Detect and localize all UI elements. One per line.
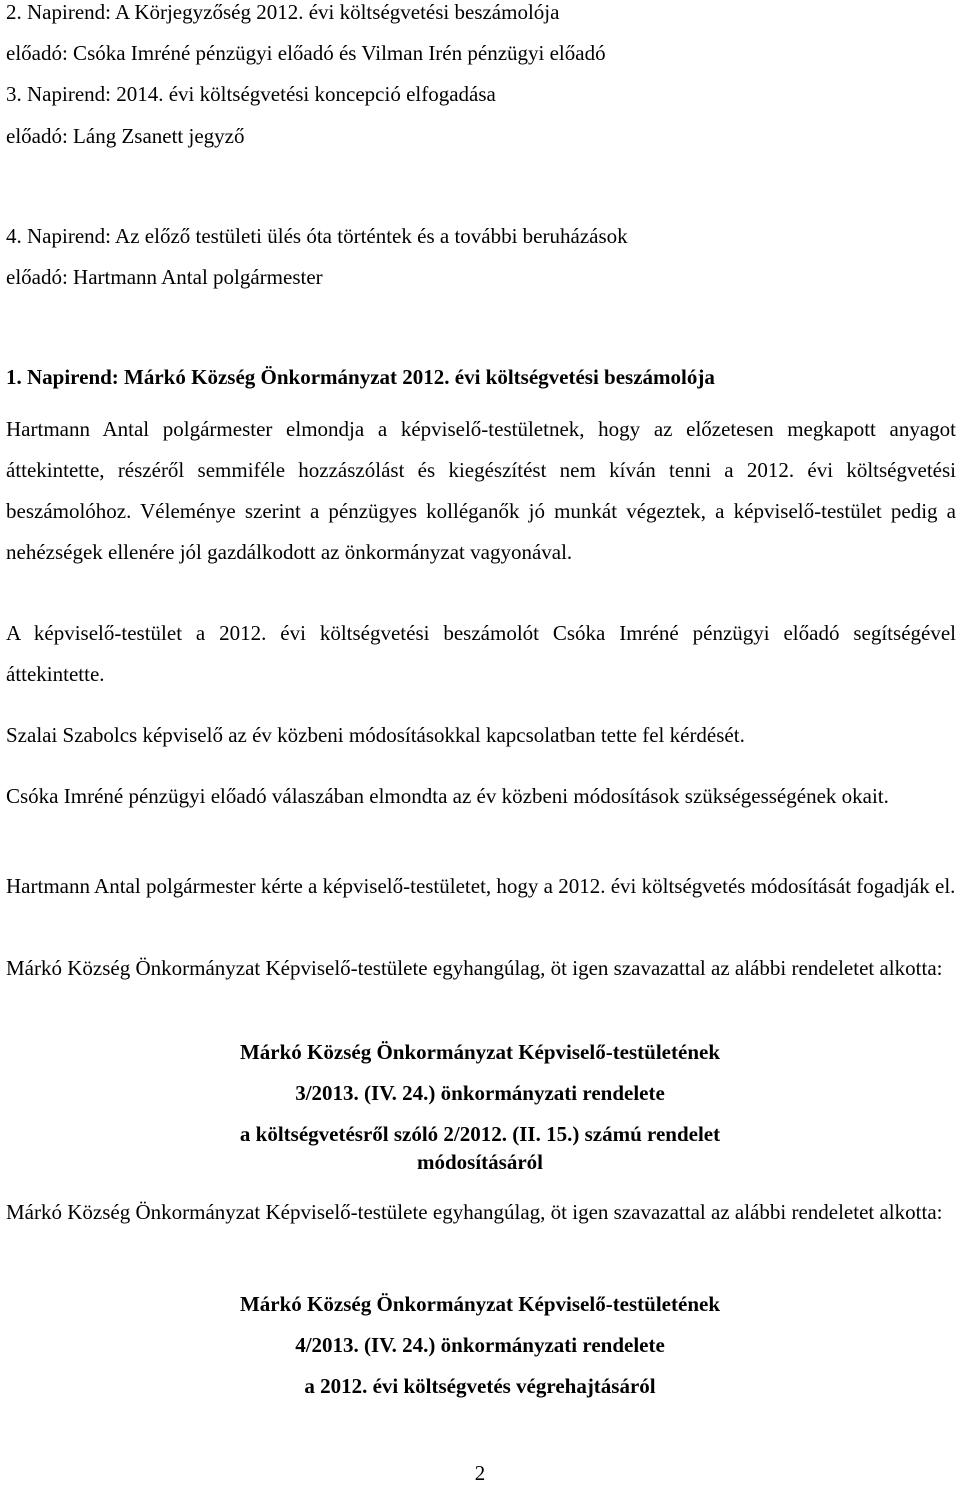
decree-2-issuer: Márkó Község Önkormányzat Képviselő-testületének	[239, 1292, 721, 1316]
paragraph-vote-1: Márkó Község Önkormányzat Képviselő-testülete egyhangúlag, öt igen szavazattal az alábbi rendeletet alkotta:	[6, 956, 943, 980]
paragraph-answer: Csóka Imréné pénzügyi előadó válaszában elmondta az év közbeni módosítások szükségességének okait.	[6, 784, 889, 808]
paragraph-board-review: A képviselő-testület a 2012. évi költségvetési beszámolót Csóka Imréné pénzügyi előadó segítségével áttekintette.	[6, 621, 956, 686]
decree-2-subject: a 2012. évi költségvetés végrehajtásáról	[304, 1374, 656, 1398]
decree-2-number: 4/2013. (IV. 24.) önkormányzati rendelete	[295, 1333, 665, 1357]
agenda-item-3-presenter: előadó: Láng Zsanett jegyző	[6, 124, 245, 148]
agenda-item-4-title: 4. Napirend: Az előző testületi ülés óta történtek és a további beruházások	[6, 224, 628, 248]
agenda-item-4-presenter: előadó: Hartmann Antal polgármester	[6, 265, 323, 289]
decree-1-issuer: Márkó Község Önkormányzat Képviselő-testületének	[239, 1040, 721, 1064]
paragraph-vote-2: Márkó Község Önkormányzat Képviselő-testülete egyhangúlag, öt igen szavazattal az alábbi rendeletet alkotta:	[6, 1200, 943, 1224]
decree-1-subject: a költségvetésről szóló 2/2012. (II. 15.) számú rendelet	[239, 1122, 721, 1146]
paragraph-mayor-statement: Hartmann Antal polgármester elmondja a képviselő-testületnek, hogy az előzetesen megkapott anyagot áttekintette, részéről semmiféle hozzászólást és kiegészítést nem kíván tenni a 2012. évi költségvetési beszámolóhoz. Véleménye szerint a pénzügyes kolléganők jó munkát végeztek, a képviselő-testület pedig a nehézségek ellenére jól gazdálkodott az önkormányzat vagyonával.	[6, 417, 956, 564]
agenda-item-2-title: 2. Napirend: A Körjegyzőség 2012. évi költségvetési beszámolója	[6, 0, 560, 24]
agenda-item-3-title: 3. Napirend: 2014. évi költségvetési koncepció elfogadása	[6, 82, 496, 106]
decree-1-number: 3/2013. (IV. 24.) önkormányzati rendelete	[295, 1081, 665, 1105]
paragraph-request: Hartmann Antal polgármester kérte a képviselő-testületet, hogy a 2012. évi költségvetés módosítását fogadják el.	[6, 874, 956, 898]
decree-1-subject-cont: módosításáról	[417, 1150, 543, 1174]
paragraph-question: Szalai Szabolcs képviselő az év közbeni módosításokkal kapcsolatban tette fel kérdését.	[6, 723, 745, 747]
section-heading: 1. Napirend: Márkó Község Önkormányzat 2012. évi költségvetési beszámolója	[6, 365, 715, 389]
page-number: 2	[474, 1461, 486, 1485]
agenda-item-2-presenter: előadó: Csóka Imréné pénzügyi előadó és Vilman Irén pénzügyi előadó	[6, 41, 606, 65]
